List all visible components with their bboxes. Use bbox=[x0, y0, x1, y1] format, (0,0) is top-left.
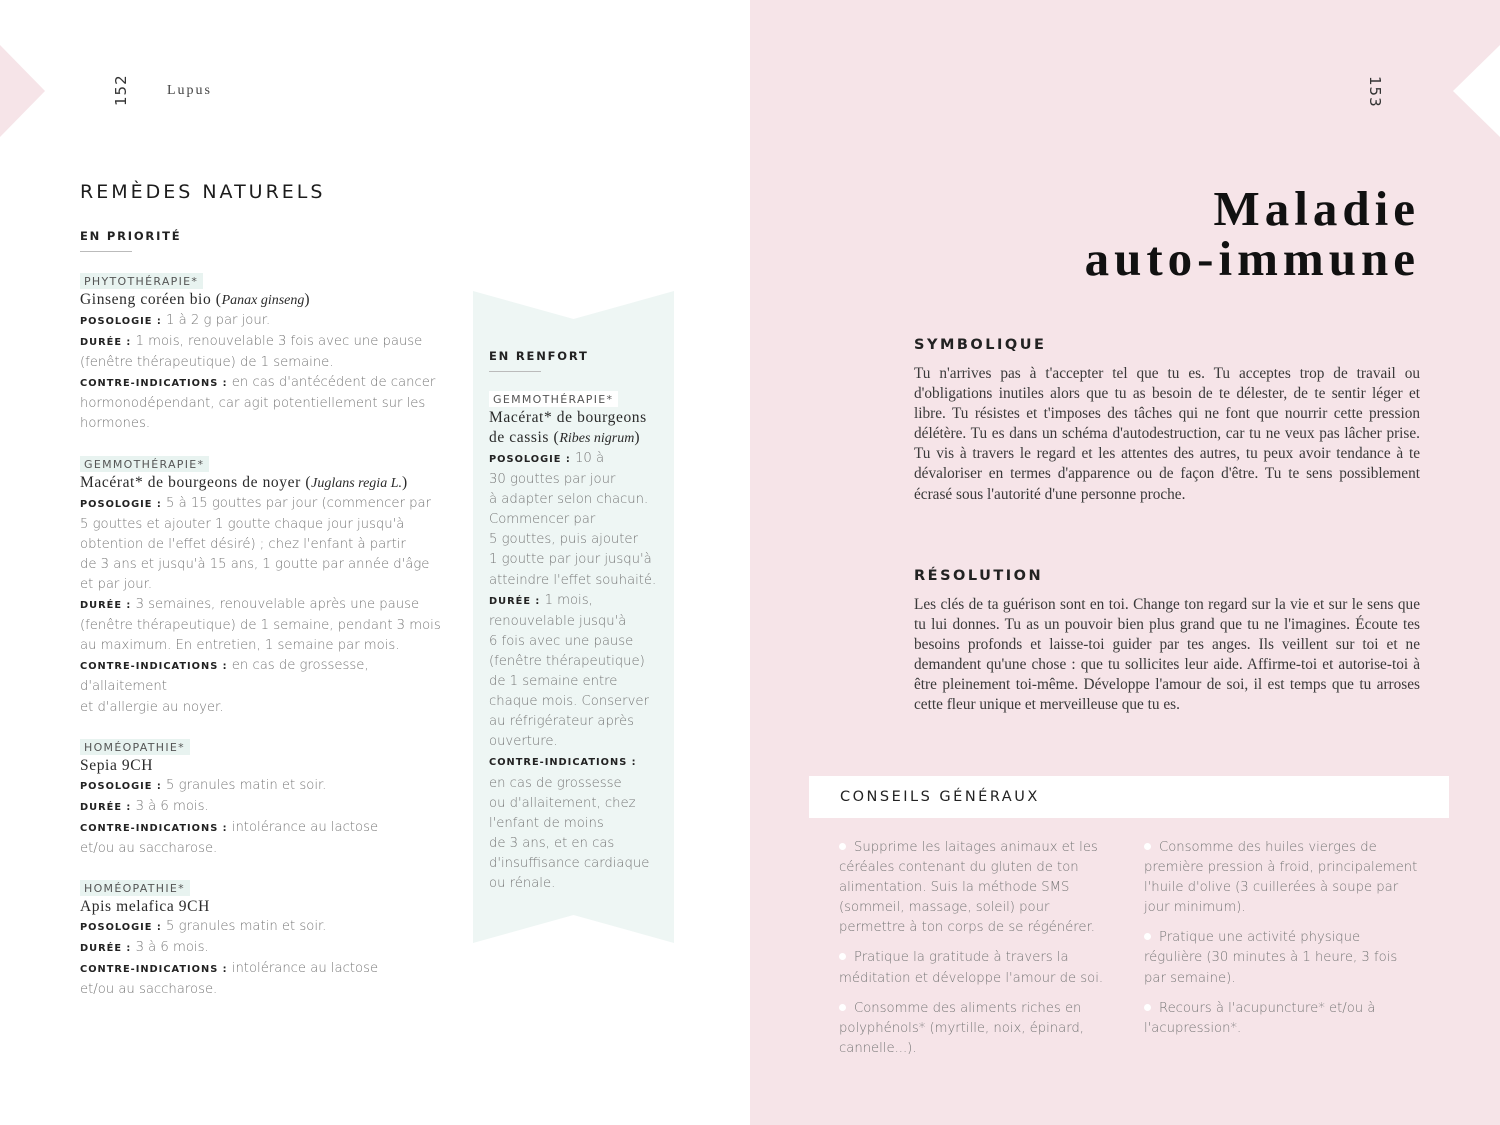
tip-item: Supprime les laitages animaux et les céréales contenant du gluten de ton alimentation. Suis la méthode SMS (sommeil, massage, soleil) pour permettre à ton corps de se régénérer. bbox=[839, 840, 1098, 936]
heading-underline bbox=[489, 371, 541, 372]
remedy-name: Sepia 9CH bbox=[80, 756, 153, 774]
posologie-field: POSOLOGIE : 1 à 2 g par jour. bbox=[80, 313, 271, 328]
tip-item: Pratique une activité physique régulière (30 minutes à 1 heure, 3 fois par semaine). bbox=[1144, 930, 1398, 986]
priority-remedies bbox=[80, 229, 450, 1000]
priority-heading: EN PRIORITÉ bbox=[80, 229, 182, 243]
remedy-name: Macérat* de bourgeons de noyer (Juglans regia L.) bbox=[80, 473, 408, 491]
remedy-category-tag: GEMMOTHÉRAPIE* bbox=[489, 391, 618, 407]
duree-field: DURÉE : 1 mois, renouvelable 3 fois avec une pause (fenêtre thérapeutique) de 1 semaine. bbox=[80, 334, 423, 371]
renfort-heading: EN RENFORT bbox=[489, 349, 589, 363]
corner-tab-decoration bbox=[1453, 45, 1500, 137]
bullet-dot-icon bbox=[1144, 933, 1151, 940]
contre-indications-field: CONTRE-INDICATIONS : en cas de grossesse, d'allaitement et d'allergie au noyer. bbox=[80, 658, 369, 715]
remedy-item bbox=[80, 455, 450, 718]
renfort-remedy bbox=[489, 349, 674, 894]
symbolique-heading: SYMBOLIQUE bbox=[914, 337, 1047, 353]
bullet-dot-icon bbox=[839, 843, 846, 850]
resolution-text: Les clés de ta guérison sont en toi. Change ton regard sur la vie et sur le sens que tu lui donnes. Tu as un pouvoir bien plus grand que tu ne l'imagines. Écoute tes besoins profonds et laisse-toi guider par tes anges. Ils veillent sur toi et ne demandent qu'une chose : que tu sollicites leur aide. Affirme-toi et autorise-toi à être pleinement toi-même. Développe l'amour de soi, il est temps que tu arroses cette fleur unique et merveilleuse que tu es. bbox=[914, 596, 1420, 714]
contre-indications-field: CONTRE-INDICATIONS : intolérance au lactose et/ou au saccharose. bbox=[80, 961, 379, 998]
resolution-heading: RÉSOLUTION bbox=[914, 568, 1044, 584]
resolution-section bbox=[914, 568, 1420, 716]
remedy-name: Macérat* de bourgeons de cassis (Ribes nigrum) bbox=[489, 409, 647, 446]
posologie-field: POSOLOGIE : 5 granules matin et soir. bbox=[80, 918, 327, 934]
conseils-header-bar bbox=[809, 776, 1449, 818]
posologie-field: POSOLOGIE : 5 granules matin et soir. bbox=[80, 777, 327, 793]
contre-indications-field: CONTRE-INDICATIONS : intolérance au lactose et/ou au saccharose. bbox=[80, 819, 379, 856]
symbolique-section bbox=[914, 337, 1420, 505]
tip-item: Recours à l'acupuncture* et/ou à l'acupression*. bbox=[1144, 1000, 1376, 1036]
contre-indications-field: CONTRE-INDICATIONS : en cas d'antécédent de cancer hormonodépendant, car agit potentiellement sur les hormones. bbox=[80, 375, 436, 432]
remedy-item bbox=[80, 879, 450, 1000]
posologie-field: POSOLOGIE : 10 à 30 gouttes par jour à adapter selon chacun. Commencer par 5 gouttes, puis ajouter 1 goutte par jour jusqu'à atteindre l'effet souhaité. bbox=[489, 451, 657, 588]
conseils-column-1 bbox=[839, 838, 1114, 1069]
duree-field: DURÉE : 1 mois, renouvelable jusqu'à 6 fois avec une pause (fenêtre thérapeutique) de 1 semaine entre chaque mois. Conserver au réfrigérateur après ouverture. bbox=[489, 592, 649, 750]
heading-underline bbox=[80, 251, 132, 252]
remedy-category-tag: HOMÉOPATHIE* bbox=[80, 739, 190, 755]
contre-indications-field: CONTRE-INDICATIONS : en cas de grossesse ou d'allaitement, chez l'enfant de moins de 3 ans, et en cas d'insuffisance cardiaque ou rénale. bbox=[489, 757, 650, 891]
posologie-field: POSOLOGIE : 5 à 15 gouttes par jour (commencer par 5 gouttes et ajouter 1 goutte chaque jour jusqu'à obtention de l'effet désiré) ; chez l'enfant à partir de 3 ans et jusqu'à 15 ans, 1 goutte par année d'âge et par jour. bbox=[80, 495, 431, 592]
duree-field: DURÉE : 3 à 6 mois. bbox=[80, 798, 209, 814]
remedy-name: Apis melafica 9CH bbox=[80, 897, 210, 915]
remedy-item bbox=[80, 272, 450, 435]
tip-item: Consomme des huiles vierges de première pression à froid, principalement l'huile d'olive (3 cuillerées à soupe par jour minimum). bbox=[1144, 840, 1418, 916]
bullet-dot-icon bbox=[839, 953, 846, 960]
conseils-heading: CONSEILS GÉNÉRAUX bbox=[840, 789, 1040, 805]
tip-item: Consomme des aliments riches en polyphénols* (myrtille, noix, épinard, cannelle...). bbox=[839, 1000, 1084, 1056]
bullet-dot-icon bbox=[839, 1004, 846, 1011]
duree-field: DURÉE : 3 à 6 mois. bbox=[80, 940, 209, 956]
section-title: REMÈDES NATURELS bbox=[80, 181, 326, 203]
remedy-name: Ginseng coréen bio (Panax ginseng) bbox=[80, 291, 311, 308]
bullet-dot-icon bbox=[1144, 1004, 1151, 1011]
remedy-item bbox=[80, 738, 450, 859]
conseils-column-2 bbox=[1144, 838, 1419, 1049]
bullet-dot-icon bbox=[1144, 843, 1151, 850]
running-head: Lupus bbox=[167, 83, 212, 98]
remedy-category-tag: HOMÉOPATHIE* bbox=[80, 880, 190, 896]
page-number-left: 152 bbox=[112, 74, 130, 106]
page-number-right: 153 bbox=[1366, 76, 1384, 108]
chapter-title: Maladie auto-immune bbox=[1084, 181, 1420, 286]
remedy-category-tag: GEMMOTHÉRAPIE* bbox=[80, 456, 209, 472]
duree-field: DURÉE : 3 semaines, renouvelable après une pause (fenêtre thérapeutique) de 1 semaine, pendant 3 mois au maximum. En entretien, 1 semaine par mois. bbox=[80, 597, 441, 654]
corner-tab-decoration bbox=[0, 45, 45, 137]
remedy-category-tag: PHYTOTHÉRAPIE* bbox=[80, 273, 203, 289]
tip-item: Pratique la gratitude à travers la méditation et développe l'amour de soi. bbox=[839, 950, 1104, 986]
symbolique-text: Tu n'arrives pas à t'accepter tel que tu es. Tu acceptes trop de travail ou d'obligations inutiles alors que tu as besoin de te délester, de te sentir léger et libre. Tu résistes et t'imposes des tâches qui ne font que nourrir cette pression délétère. Tu es dans un schéma d'autodestruction, car tu ne veux pas lâcher prise. Tu vis à travers le regard et les attentes des autres, tu peux avoir tendance à te dévaloriser en termes d'apparence ou de façon d'être. Tu te sens possiblement écrasé sous l'autorité d'une personne proche. bbox=[914, 365, 1420, 503]
